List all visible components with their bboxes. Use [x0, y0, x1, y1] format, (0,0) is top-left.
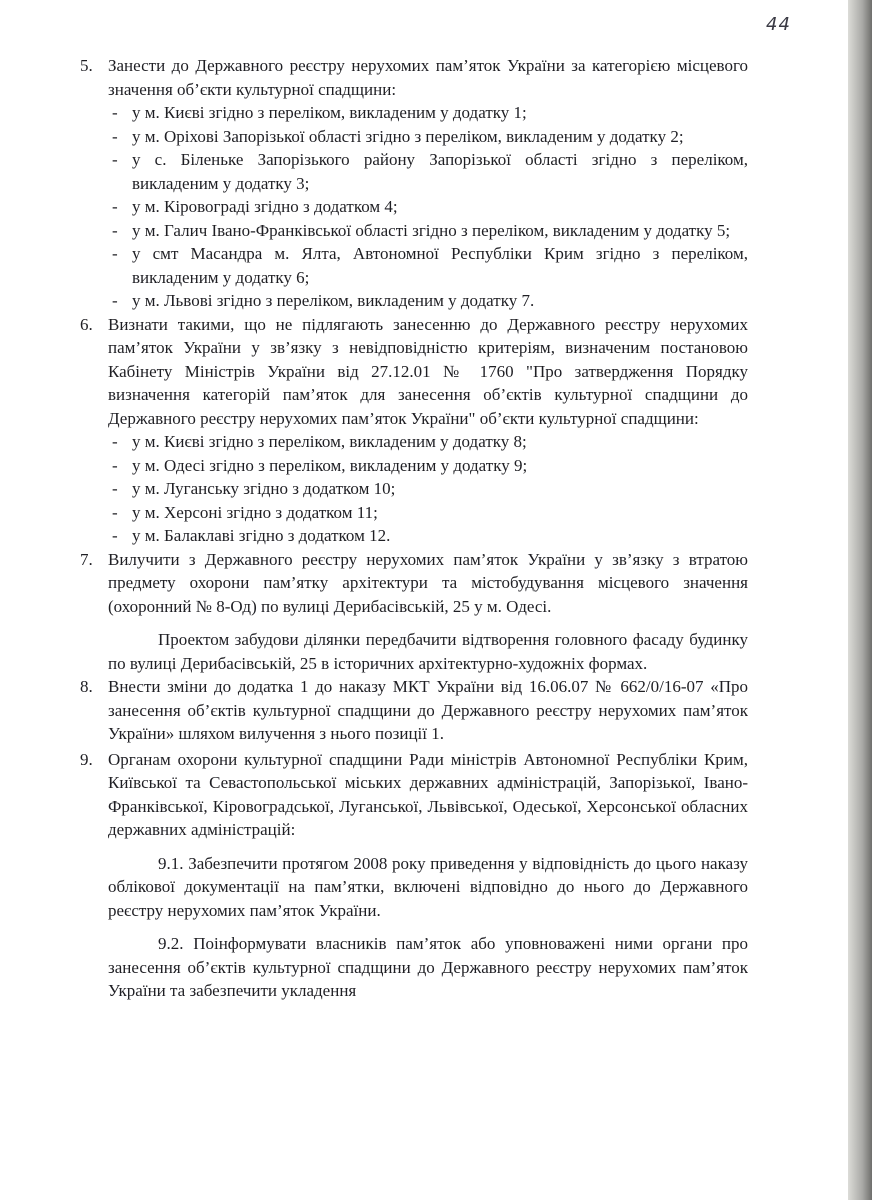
bullet-item — [80, 101, 748, 125]
bullet-text: у смт Масандра м. Ялта, Автономної Республіки Крим згідно з переліком, викладеним у додатку 6; — [132, 244, 748, 287]
dash-icon: - — [112, 103, 118, 122]
bullet-text: у м. Києві згідно з переліком, викладеним у додатку 8; — [132, 432, 527, 451]
bullet-text: у м. Балаклаві згідно з додатком 12. — [132, 526, 391, 545]
dash-icon: - — [112, 197, 118, 216]
dash-icon: - — [112, 502, 118, 522]
item-number: 9. — [80, 749, 93, 769]
bullet-text: у м. Києві згідно з переліком, викладеним у додатку 1; — [132, 103, 527, 122]
document-body — [80, 54, 748, 1003]
bullet-item — [80, 501, 748, 525]
item-text: Вилучити з Державного реєстру нерухомих пам’яток України у зв’язку з втратою предмету охорони пам’ятку архітектури та містобудування місцевого значення (охоронний № 8-Од) по вулиці Дерибасівській, 25 у м. Одесі. — [108, 549, 748, 616]
bullet-item — [80, 454, 748, 478]
dash-icon: - — [112, 126, 118, 146]
list-item-6 — [80, 313, 748, 431]
list-item-7 — [80, 548, 748, 619]
subparagraph-9-2: 9.2. Поінформувати власників пам’яток або уповноважені ними органи про занесення об’єктів культурної спадщини до Державного реєстру нерухомих пам’яток України та забезпечити укладення — [108, 934, 748, 1000]
item-text: Визнати такими, що не підлягають занесенню до Державного реєстру нерухомих пам’яток України у зв’язку з невідповідністю критеріям, визначеним постановою Кабінету Міністрів України від 27.12.01 № 1760 "Про затвердження Порядку визначення категорій пам’яток для занесення об’єктів культурної спадщини до Державного реєстру нерухомих пам’яток України" об’єкти культурної спадщини: — [108, 314, 748, 428]
page-edge-shadow — [848, 0, 872, 1200]
dash-icon: - — [112, 150, 118, 169]
dash-icon: - — [112, 244, 118, 263]
list-item-9 — [80, 748, 748, 842]
list-item-5 — [80, 54, 748, 101]
bullet-item — [80, 430, 748, 454]
dash-icon: - — [112, 526, 118, 545]
bullet-item — [80, 125, 748, 149]
page-number: 44 — [766, 14, 791, 35]
dash-icon: - — [112, 455, 118, 475]
bullet-text: у м. Луганську згідно з додатком 10; — [132, 479, 396, 498]
subparagraph-9-1: 9.1. Забезпечити протягом 2008 року приведення у відповідність до цього наказу облікової документації на пам’ятки, включені відповідно до нього до Державного реєстру нерухомих пам’яток України. — [108, 853, 748, 920]
bullet-item — [80, 242, 748, 289]
item-text: Внести зміни до додатка 1 до наказу МКТ України від 16.06.07 № 662/0/16-07 «Про занесення об’єктів культурної спадщини до Державного реєстру нерухомих пам’яток України» шляхом вилучення з нього позиції 1. — [108, 677, 748, 743]
bullet-text: у м. Одесі згідно з переліком, викладеним у додатку 9; — [132, 455, 528, 475]
dash-icon: - — [112, 220, 118, 240]
bullet-item — [80, 219, 748, 243]
item-text: Органам охорони культурної спадщини Ради міністрів Автономної Республіки Крим, Київської та Севастопольської міських державних адміністрацій, Запорізької, Івано-Франківської, Кіровоградської, Луганської, Львівської, Одеської, Херсонської обласних державних адміністрацій: — [108, 749, 748, 839]
bullet-item — [80, 195, 748, 219]
bullet-text: у м. Оріхові Запорізької області згідно з переліком, викладеним у додатку 2; — [132, 126, 684, 146]
bullet-item — [80, 148, 748, 195]
item-number: 6. — [80, 314, 93, 334]
bullet-item — [80, 524, 748, 548]
dash-icon: - — [112, 291, 118, 310]
bullet-text: у м. Львові згідно з переліком, викладеним у додатку 7. — [132, 291, 535, 310]
dash-icon: - — [112, 432, 118, 451]
item-text: Занести до Державного реєстру нерухомих пам’яток України за категорією місцевого значення об’єкти культурної спадщини: — [108, 56, 748, 99]
bullet-text: у м. Галич Івано-Франківської області згідно з переліком, викладеним у додатку 5; — [132, 220, 731, 240]
paragraph: Проектом забудови ділянки передбачити відтворення головного фасаду будинку по вулиці Дерибасівській, 25 в історичних архітектурно-художніх формах. — [108, 630, 748, 673]
bullet-text: у м. Херсоні згідно з додатком 11; — [132, 502, 378, 522]
list-item-8 — [80, 675, 748, 746]
dash-icon: - — [112, 479, 118, 498]
bullet-item — [80, 477, 748, 501]
bullet-text: у с. Біленьке Запорізького району Запорізької області згідно з переліком, викладеним у додатку 3; — [132, 150, 748, 193]
bullet-text: у м. Кіровограді згідно з додатком 4; — [132, 197, 398, 216]
item-number: 8. — [80, 677, 93, 696]
item-number: 5. — [80, 56, 93, 75]
item-number: 7. — [80, 549, 93, 569]
bullet-item — [80, 289, 748, 313]
